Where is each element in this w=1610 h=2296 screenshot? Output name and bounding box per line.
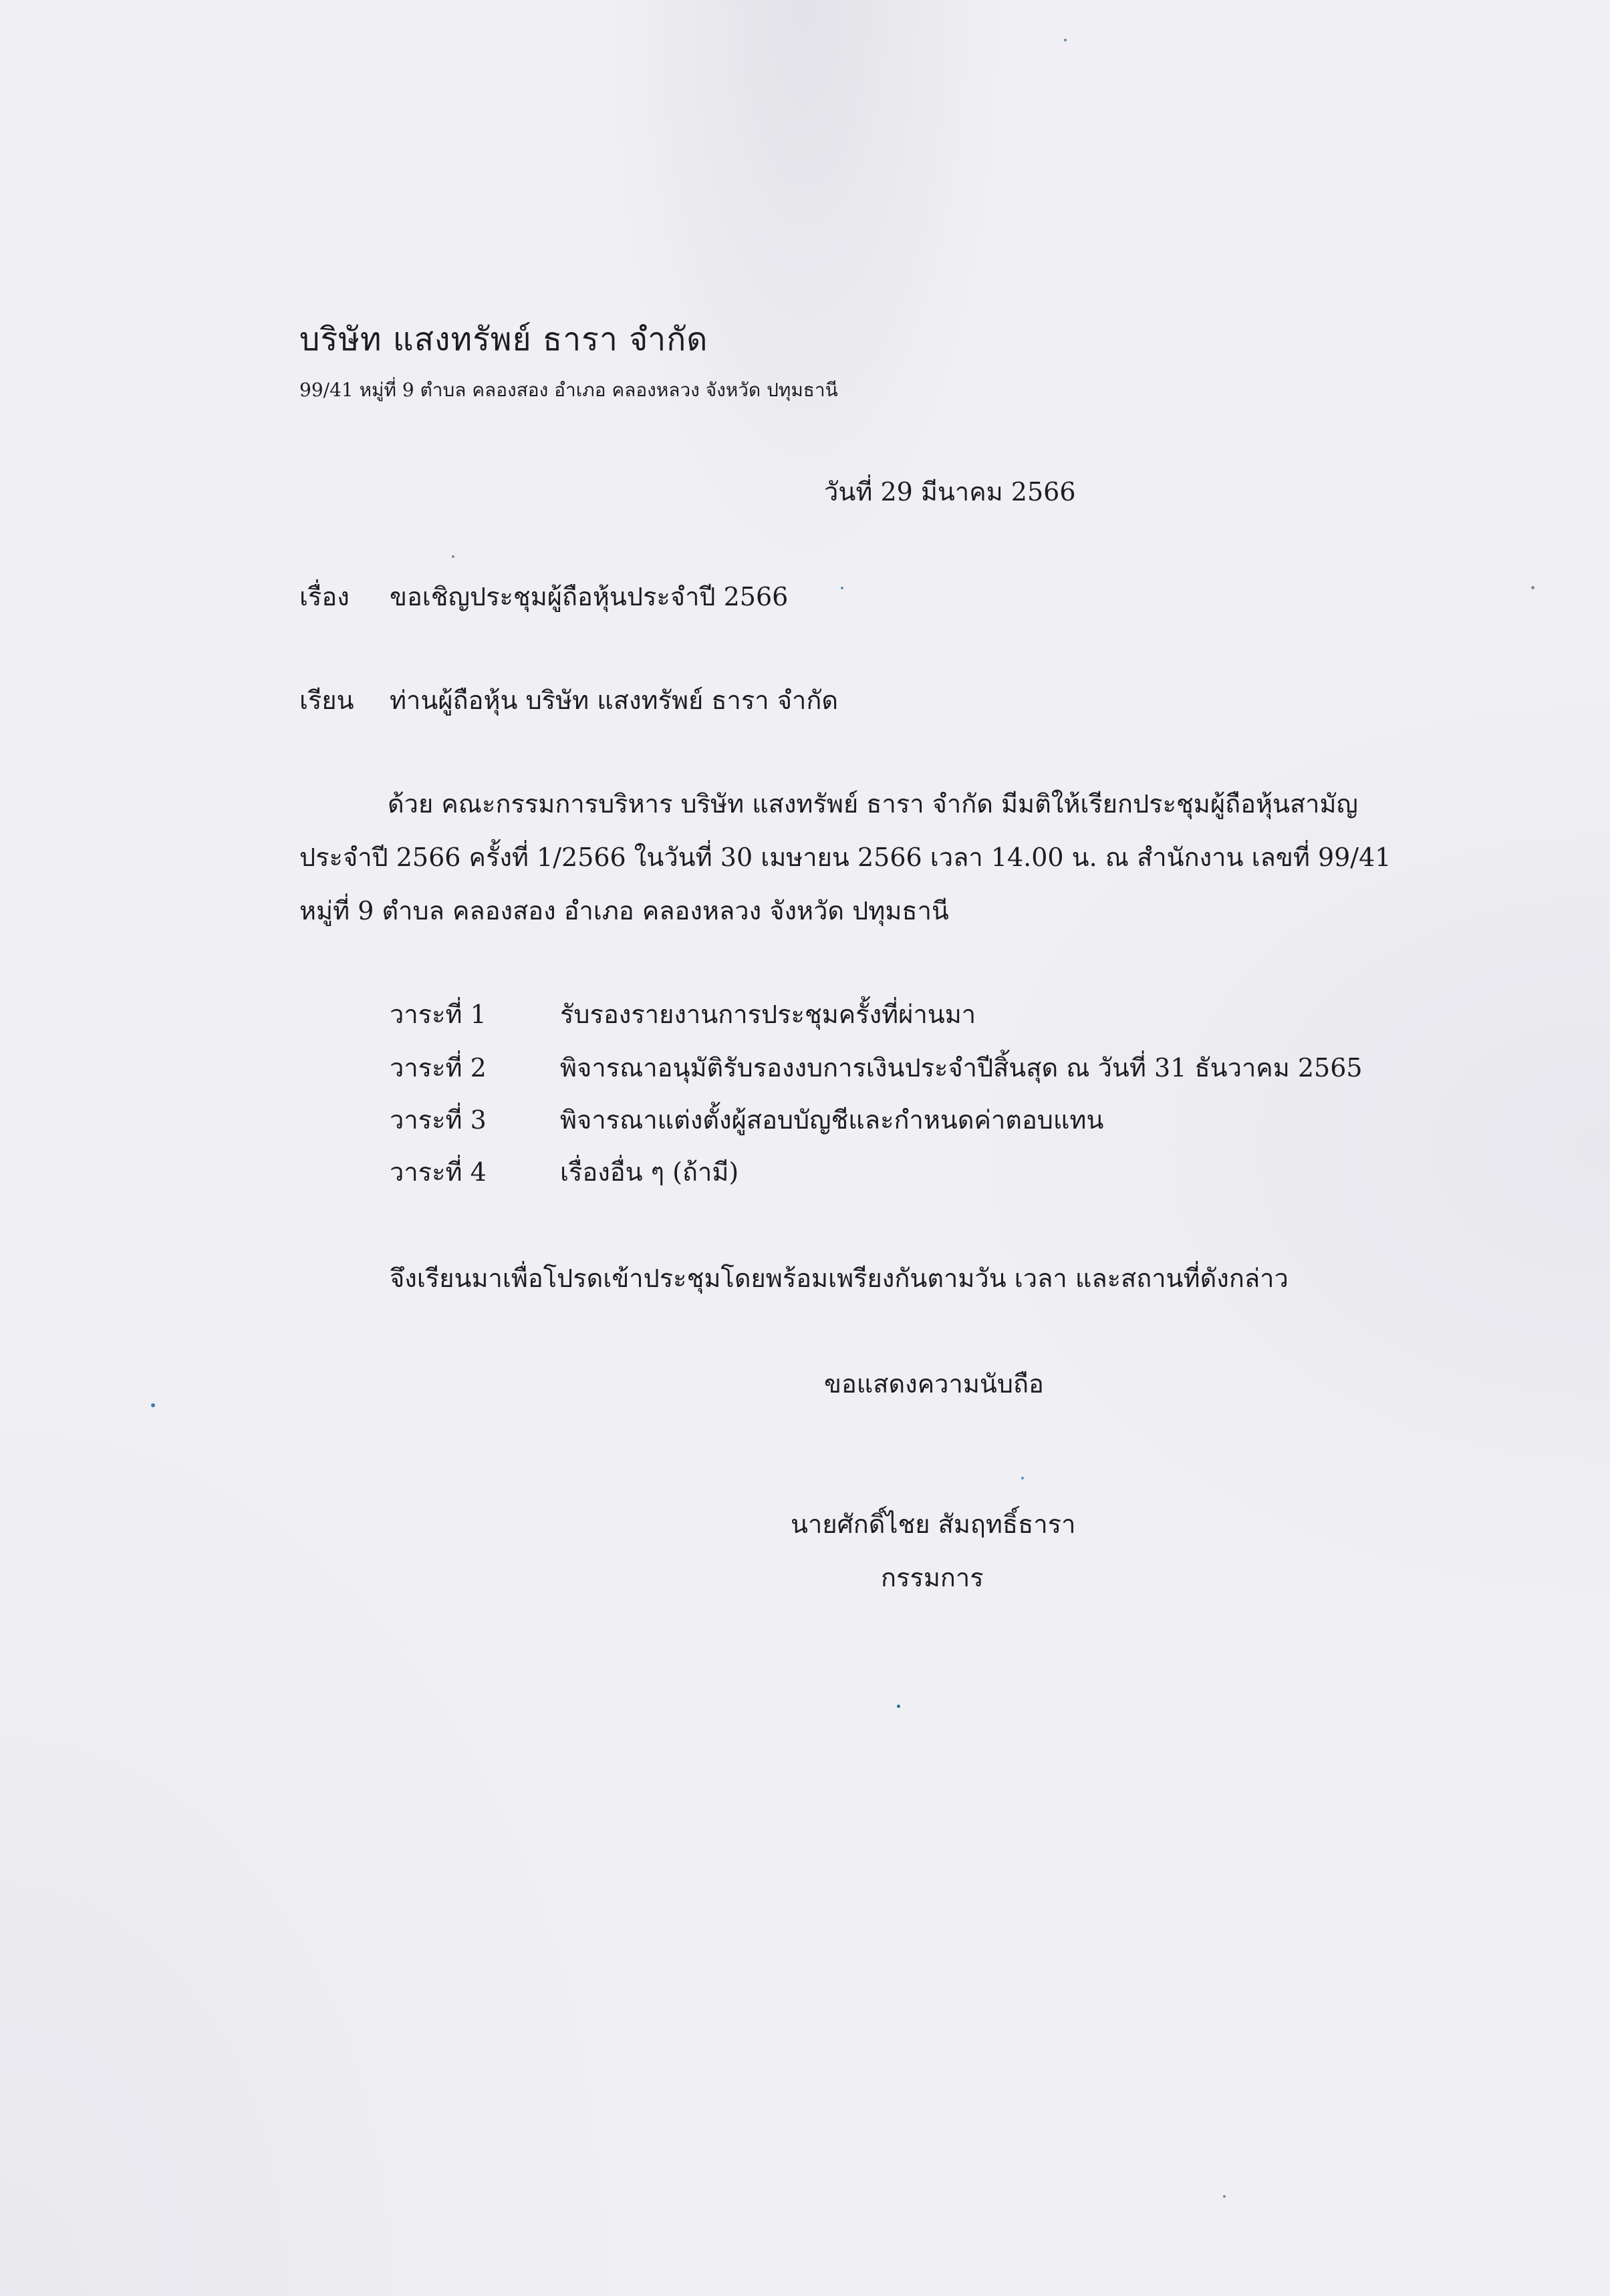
- scan-speck: [897, 1705, 900, 1708]
- letter-date: วันที่ 29 มีนาคม 2566: [824, 477, 1076, 507]
- body-paragraph-line: ด้วย คณะกรรมการบริหาร บริษัท แสงทรัพย์ ธารา จำกัด มีมติให้เรียกประชุมผู้ถือหุ้นสามัญ: [388, 789, 1358, 819]
- body-paragraph-line: ประจำปี 2566 ครั้งที่ 1/2566 ในวันที่ 30 เมษายน 2566 เวลา 14.00 น. ณ สำนักงาน เลขที่ 99/41: [299, 843, 1391, 872]
- scan-speck: [151, 1403, 155, 1407]
- scan-speck: [841, 587, 843, 589]
- agenda-number: วาระที่ 2: [390, 1053, 487, 1083]
- agenda-description: รับรองรายงานการประชุมครั้งที่ผ่านมา: [560, 1000, 976, 1029]
- signer-name: นายศักดิ์ไชย สัมฤทธิ์ธารา: [791, 1510, 1076, 1539]
- company-name: บริษัท แสงทรัพย์ ธารา จำกัด: [299, 321, 708, 358]
- closing-line: จึงเรียนมาเพื่อโปรดเข้าประชุมโดยพร้อมเพรียงกันตามวัน เวลา และสถานที่ดังกล่าว: [390, 1264, 1289, 1293]
- regards: ขอแสดงความนับถือ: [824, 1369, 1044, 1399]
- scan-speck: [1223, 2195, 1226, 2198]
- agenda-description: เรื่องอื่น ๆ (ถ้ามี): [560, 1157, 739, 1187]
- recipient-text: ท่านผู้ถือหุ้น บริษัท แสงทรัพย์ ธารา จำกัด: [390, 686, 839, 715]
- company-address: 99/41 หมู่ที่ 9 ตำบล คลองสอง อำเภอ คลองหลวง จังหวัด ปทุมธานี: [299, 379, 838, 401]
- subject-label: เรื่อง: [299, 582, 350, 611]
- signer-title: กรรมการ: [881, 1563, 984, 1592]
- recipient-label: เรียน: [299, 686, 354, 715]
- agenda-description: พิจารณาแต่งตั้งผู้สอบบัญชีและกำหนดค่าตอบแทน: [560, 1105, 1104, 1135]
- subject-text: ขอเชิญประชุมผู้ถือหุ้นประจำปี 2566: [390, 582, 789, 611]
- agenda-number: วาระที่ 4: [390, 1157, 487, 1187]
- scan-speck: [1531, 586, 1534, 589]
- scan-speck: [1064, 39, 1067, 41]
- scan-speck: [1021, 1477, 1024, 1479]
- body-paragraph-line: หมู่ที่ 9 ตำบล คลองสอง อำเภอ คลองหลวง จังหวัด ปทุมธานี: [299, 896, 949, 925]
- agenda-number: วาระที่ 3: [390, 1105, 487, 1135]
- scan-speck: [452, 555, 454, 558]
- agenda-description: พิจารณาอนุมัติรับรองงบการเงินประจำปีสิ้นสุด ณ วันที่ 31 ธันวาคม 2565: [560, 1053, 1363, 1083]
- agenda-number: วาระที่ 1: [390, 1000, 487, 1029]
